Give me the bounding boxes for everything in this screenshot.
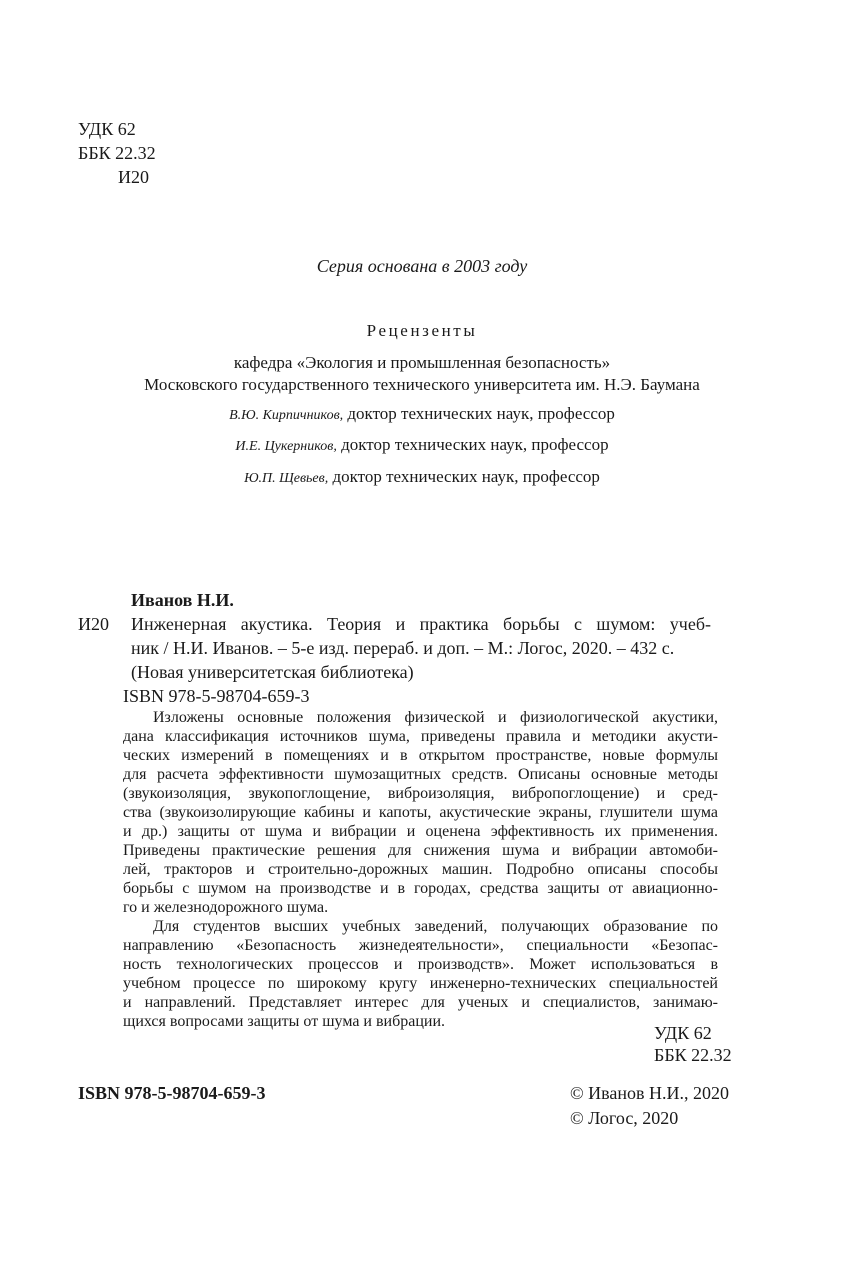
author-catalog-code: И20 — [118, 167, 149, 187]
annotation-line: Для студентов высших учебных заведений, получающих образование по — [153, 918, 718, 935]
reviewer-2 — [0, 434, 844, 458]
annotation-line: борьбы с шумом на производстве и в городах, средства защиты от авиационно- — [123, 880, 718, 897]
series-note: Серия основана в 2003 году — [316, 256, 528, 276]
annotation-line: Изложены основные положения физической и физиологической акустики, — [153, 709, 718, 726]
reviewers-org-line-1: кафедра «Экология и промышленная безопасность» — [233, 353, 611, 372]
copyright-block — [570, 1081, 729, 1131]
annotation-line: учебном процессе по широкому кругу инженерно-технических специальностей — [123, 975, 718, 992]
reviewers-organization — [0, 352, 844, 396]
footer-bbk: ББК 22.32 — [654, 1045, 732, 1065]
reviewers-org-line-2: Московского государственного технического университета им. Н.Э. Баумана — [144, 375, 700, 394]
reviewer-title: доктор технических наук, профессор — [332, 467, 600, 486]
reviewer-name: И.Е. Цукерников, — [235, 439, 337, 454]
footer-udk: УДК 62 — [654, 1023, 712, 1043]
annotation-line: го и железнодорожного шума. — [123, 899, 329, 916]
annotation-line: (звукоизоляция, звукопоглощение, виброизоляция, вибропоглощение) и сред- — [123, 785, 718, 802]
copyright-publisher: © Логос, 2020 — [570, 1108, 679, 1128]
record-catalog-code: И20 — [78, 614, 109, 634]
reviewer-name: В.Ю. Кирпичников, — [229, 408, 344, 423]
record-line-1: Инженерная акустика. Теория и практика борьбы с шумом: учеб- — [131, 614, 711, 634]
classification-block — [78, 117, 156, 189]
record-line-3: (Новая университетская библиотека) — [131, 662, 414, 682]
udk-code: УДК 62 — [78, 119, 136, 139]
annotation-line: для расчета эффективности шумозащитных средств. Описаны основные методы — [123, 766, 718, 783]
bbk-code: ББК 22.32 — [78, 143, 156, 163]
annotation-line: и направлений. Представляет интерес для ученых и специалистов, занимаю- — [123, 994, 718, 1011]
record-author: Иванов Н.И. — [131, 590, 234, 610]
record-line-2: ник / Н.И. Иванов. – 5-е изд. перераб. и доп. – М.: Логос, 2020. – 432 с. — [131, 638, 675, 658]
annotation-line: и др.) защиты от шума и вибрации и оценена эффективность их применения. — [123, 823, 718, 840]
annotation-line: ства (звукоизолирующие кабины и капоты, акустические экраны, глушители шума — [123, 804, 718, 821]
annotation-line: лей, тракторов и строительно-дорожных машин. Подробно описаны способы — [123, 861, 718, 878]
reviewer-name: Ю.П. Щевьев, — [244, 471, 329, 486]
annotation-line: направлению «Безопасность жизнедеятельности», специальности «Безопас- — [123, 937, 718, 954]
annotation-line: ность технологических процессов и производств». Может использоваться в — [123, 956, 718, 973]
reviewers-heading: Рецензенты — [366, 321, 478, 340]
reviewer-title: доктор технических наук, профессор — [347, 404, 615, 423]
reviewer-title: доктор технических наук, профессор — [341, 435, 609, 454]
footer-isbn: ISBN 978-5-98704-659-3 — [78, 1083, 266, 1103]
footer-classification — [654, 1021, 732, 1065]
reviewer-1 — [0, 403, 844, 427]
annotation-line: Приведены практические решения для снижения шума и вибрации автомоби- — [123, 842, 718, 859]
record-isbn: ISBN 978-5-98704-659-3 — [123, 686, 310, 706]
annotation-line: щихся вопросами защиты от шума и вибрации. — [123, 1013, 446, 1030]
bibliographic-record — [131, 612, 711, 684]
annotation-line: ческих измерений в помещениях и в открытом пространстве, новые формулы — [123, 747, 718, 764]
reviewer-3 — [0, 466, 844, 490]
annotation — [123, 708, 718, 1031]
copyright-author: © Иванов Н.И., 2020 — [570, 1083, 730, 1103]
annotation-line: дана классификация источников шума, приведены правила и методики акусти- — [123, 728, 718, 745]
